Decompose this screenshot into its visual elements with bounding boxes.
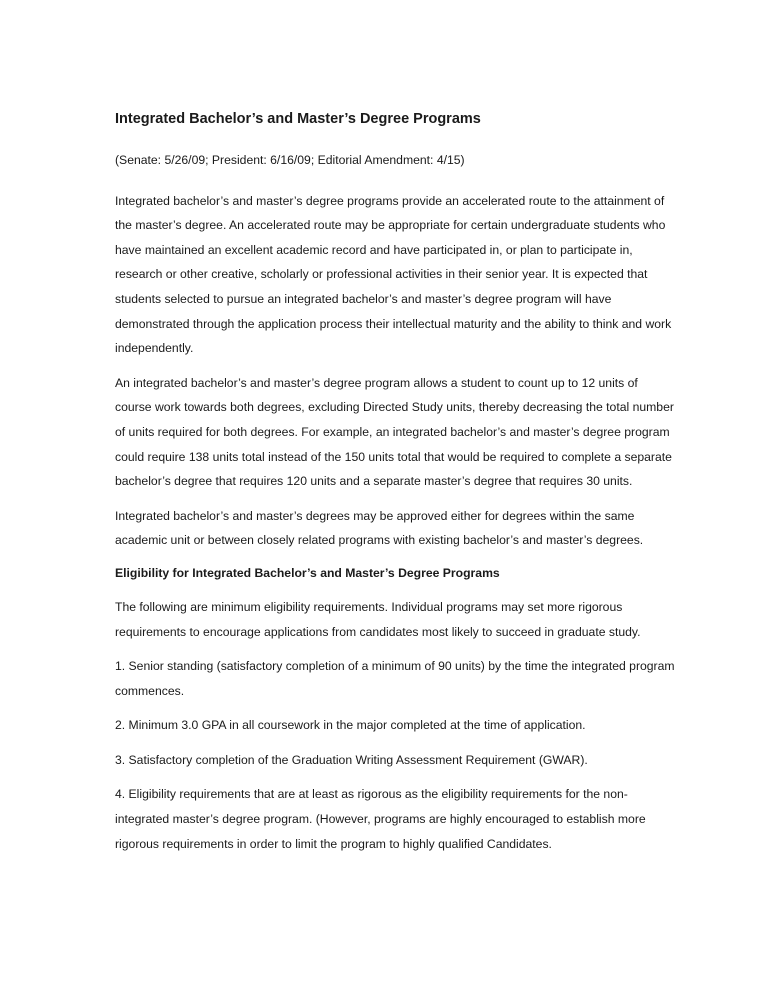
eligibility-item: 3. Satisfactory completion of the Graduation Writing Assessment Requirement (GWAR). xyxy=(115,752,588,767)
eligibility-item: 2. Minimum 3.0 GPA in all coursework in the major completed at the time of application. xyxy=(115,718,586,733)
paragraph-units: An integrated bachelor’s and master’s degree program allows a student to count up to 12 units of course work towards both degrees, excluding Directed Study units, thereby decreasing the total number of units required for both degrees. For example, an integrated bachelor’s and master’s degree program could require 138 units total instead of the 150 units total that would be required to complete a separate bachelor’s degree that requires 120 units and a separate master’s degree that requires 30 units. xyxy=(115,375,674,489)
document-title: Integrated Bachelor’s and Master’s Degree Programs xyxy=(115,111,481,127)
eligibility-item: 4. Eligibility requirements that are at least as rigorous as the eligibility requirements for the non-integrated master’s degree program. (However, programs are highly encouraged to establish more rigorous requirements in order to limit the program to highly qualified Candidates. xyxy=(115,787,646,851)
eligibility-item: 1. Senior standing (satisfactory completion of a minimum of 90 units) by the time the integrated program commences. xyxy=(115,659,675,698)
document-page xyxy=(115,110,675,866)
eligibility-intro: The following are minimum eligibility requirements. Individual programs may set more rigorous requirements to encourage applications from candidates most likely to succeed in graduate study. xyxy=(115,599,641,639)
eligibility-heading: Eligibility for Integrated Bachelor’s and Master’s Degree Programs xyxy=(115,565,500,580)
paragraph-intro: Integrated bachelor’s and master’s degree programs provide an accelerated route to the attainment of the master’s degree. An accelerated route may be appropriate for certain undergraduate students who have maintained an excellent academic record and have participated in, or plan to participate in, research or other creative, scholarly or professional activities in their senior year. It is expected that students selected to pursue an integrated bachelor’s and master’s degree program will have demonstrated through the application process their intellectual maturity and the ability to think and work independently. xyxy=(115,193,672,356)
document-meta: (Senate: 5/26/09; President: 6/16/09; Editorial Amendment: 4/15) xyxy=(115,153,465,167)
paragraph-approval: Integrated bachelor’s and master’s degrees may be approved either for degrees within the same academic unit or between closely related programs with existing bachelor’s and master’s degrees. xyxy=(115,508,644,548)
